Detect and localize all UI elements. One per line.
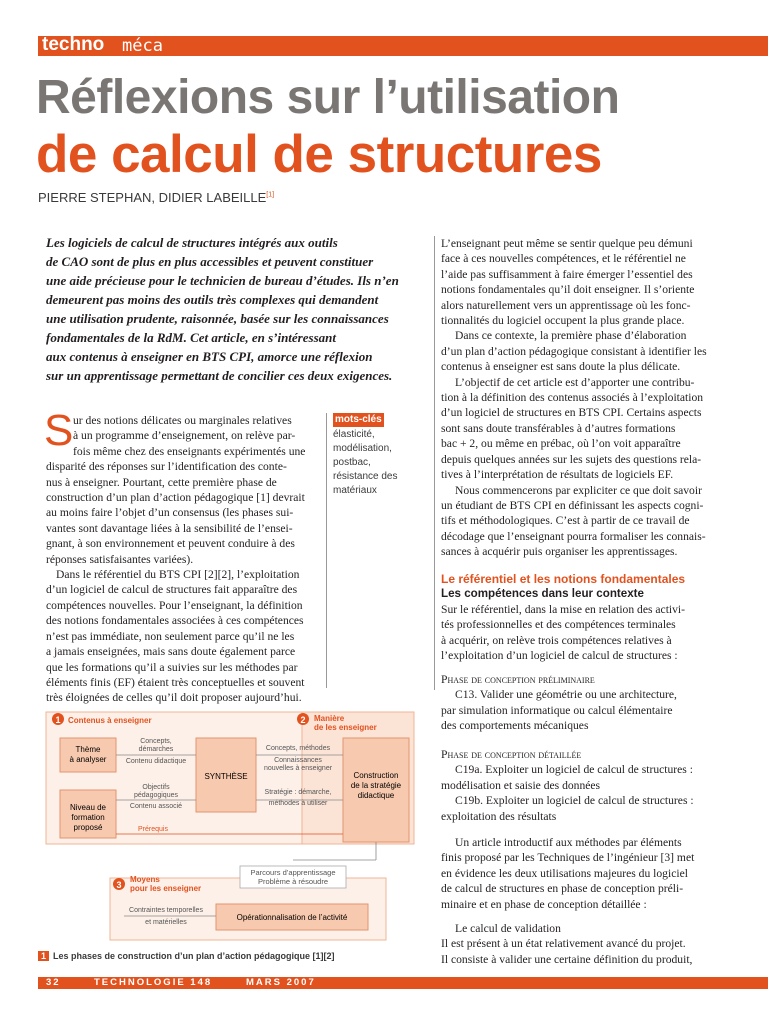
text-line: des notions fondamentales associées à ces compétences	[46, 614, 304, 628]
text-line: tés professionnelles et des compétences terminales	[441, 618, 676, 632]
text-line: compétences nouvelles. Pour l’enseignant, la définition	[46, 598, 303, 612]
column-divider	[434, 236, 435, 690]
text-line: tifs et méthodologiques. C’est à partir de ce travail de	[441, 514, 690, 528]
phase-preliminaire	[441, 672, 677, 734]
text-line: construction d’un plan d’action pédagogique [1] devrait	[46, 491, 305, 505]
text-line: a jamais enseignées, mais sans doute également parce	[46, 645, 296, 659]
phase-heading: Phase de conception préliminaire	[441, 673, 595, 686]
text-line: en évidence les deux utilisations majeures du logiciel	[441, 866, 688, 880]
parcours-label: Problème à résoudre	[257, 877, 329, 886]
section-subtitle: Les compétences dans leur contexte	[441, 587, 644, 600]
niveau-label: formation	[71, 813, 105, 822]
parcours-label: Parcours d’apprentissage	[250, 868, 336, 877]
phase-heading: Phase de conception détaillée	[441, 748, 582, 761]
intro-line: aux contenus à enseigner en BTS CPI, amorce une réflexion	[46, 349, 373, 364]
keyword: postbac,	[333, 457, 371, 468]
section-label: techno	[42, 34, 105, 55]
keyword: résistance des	[333, 471, 398, 482]
validation-paragraph	[441, 921, 692, 967]
title-line-1: Réflexions sur l’utilisation	[36, 71, 620, 124]
text-line: d’un logiciel de calcul de structures fait apparaître des	[46, 583, 298, 597]
right-column-text-2	[441, 602, 685, 664]
text-line: décodage que l’enseignant pourra formaliser les connais-	[441, 529, 706, 543]
operationnalisation-label: Opérationnalisation de l’activité	[236, 913, 348, 922]
authors	[38, 190, 274, 205]
text-line: minaire et en phase de conception détaillée :	[441, 897, 647, 911]
intro-paragraph	[46, 233, 430, 385]
flow-label: Connaissances	[274, 757, 322, 764]
magazine-name: TECHNOLOGIE 148	[94, 977, 213, 988]
text-line: tion à la définition des contenus associés à l’exploitation	[441, 391, 704, 405]
text-line: C13. Valider une géométrie ou une architecture,	[455, 688, 677, 702]
text-line: des comportements mécaniques	[441, 719, 589, 733]
figure-caption	[38, 951, 335, 961]
box2-title-line: de les enseigner	[314, 723, 377, 732]
text-line: n’est pas immédiate, non seulement parce qu’il ne les	[46, 629, 295, 643]
text-line: réponses satisfaisantes variées).	[46, 552, 194, 566]
text-line: Sur le référentiel, dans la mise en relation des activi-	[441, 603, 686, 616]
text-line: C19a. Exploiter un logiciel de calcul de structures :	[455, 763, 693, 777]
box1-number: 1	[55, 715, 61, 725]
text-line: au moins faire l’objet d’un consensus (les phases sui-	[46, 506, 294, 520]
keyword: modélisation,	[333, 443, 392, 454]
box1-title: Contenus à enseigner	[68, 716, 152, 725]
niveau-label: Niveau de	[69, 803, 107, 812]
text-line: ur des notions délicates ou marginales relatives	[73, 414, 292, 427]
text-line: d’un plan d’action pédagogique consistant à identifier les	[441, 344, 707, 358]
text-line: sont sans doute transférables à d’autres formations	[441, 421, 676, 435]
box3-title-line: pour les enseigner	[130, 884, 202, 893]
text-line: finis proposé par les Techniques de l’ingénieur [3] met	[441, 851, 695, 865]
figure-diagram	[38, 708, 430, 948]
intro-line: de CAO sont de plus en plus accessibles et peuvent constituer	[46, 254, 374, 269]
diagram-svg	[38, 708, 430, 948]
flow-label: Objectifs	[142, 784, 170, 791]
box2-title-line: Manière	[314, 714, 345, 723]
flow-label: Concepts, méthodes	[265, 745, 331, 752]
flow-label: Stratégie : démarche,	[264, 789, 332, 796]
text-line: gnant, à son environnement et peuvent conduire à des	[46, 537, 295, 551]
construction-label: de la stratégie	[350, 781, 402, 790]
intro-line: sur un apprentissage permettant de concilier ces deux exigences.	[46, 368, 393, 383]
text-line: Dans le référentiel du BTS CPI [2][2], l’exploitation	[56, 568, 300, 582]
theme-label: Thème	[75, 745, 101, 754]
flow-label: et matérielles	[145, 919, 187, 926]
flow-label: Contenu didactique	[125, 758, 187, 765]
text-line: éléments finis (EF) étaient très conceptuelles et souvent	[46, 675, 305, 689]
niveau-label: proposé	[73, 823, 103, 832]
intro-line: une utilisation prudente, raisonnée, basée sur les connaissances	[46, 311, 389, 326]
page-number: 32	[46, 977, 61, 988]
author-note: [1]	[266, 191, 275, 199]
article-paragraph	[441, 835, 694, 912]
construction-label: Construction	[353, 771, 399, 780]
intro-line: fondamentales de la RdM. Cet article, en s’intéressant	[46, 330, 336, 345]
phase-detaillee	[441, 747, 694, 824]
text-line: contenus à enseigner est sans doute la plus délicate.	[441, 360, 681, 374]
text-line: sances à acquérir puis organiser les apprentissages.	[441, 545, 678, 559]
text-line: Nous commencerons par expliciter ce que doit savoir	[455, 483, 702, 497]
text-line: modélisation et saisie des données	[441, 778, 601, 792]
flow-label: méthodes à utiliser	[268, 800, 328, 807]
keywords-heading: mots-clés	[335, 414, 382, 425]
text-line: L’enseignant peut même se sentir quelque peu démuni	[441, 237, 693, 250]
flow-label: démarches	[138, 746, 174, 753]
text-line: que les formations qu’il a suivies sur les méthodes par	[46, 660, 298, 674]
text-line: par simulation informatique ou calcul élémentaire	[441, 703, 673, 717]
validation-heading: Le calcul de validation	[455, 922, 561, 935]
synthese-label: SYNTHÈSE	[204, 772, 248, 781]
keyword: matériaux	[333, 485, 377, 496]
text-line: C19b. Exploiter un logiciel de calcul de structures :	[455, 794, 694, 808]
text-line: exploitation des résultats	[441, 809, 557, 823]
keywords-divider	[326, 413, 327, 688]
author-names: PIERRE STEPHAN, DIDIER LABEILLE	[38, 190, 267, 205]
construction-label: didactique	[357, 791, 395, 800]
drop-cap: S	[44, 406, 74, 455]
text-line: face à ces nouvelles compétences, et le référentiel ne	[441, 252, 686, 266]
text-line: vantes sont davantage liées à la sensibilité de l’ensei-	[46, 521, 293, 535]
caption-number: 1	[38, 951, 49, 961]
text-line: à acquérir, on relève trois compétences relatives à	[441, 633, 672, 647]
text-line: Il consiste à valider une certaine définition du produit,	[441, 952, 693, 966]
intro-line: une aide précieuse pour le technicien de bureau d’études. Ils n’en	[46, 273, 399, 288]
text-line: tionnalités du logiciel occupent la plus grande place.	[441, 314, 685, 328]
text-line: disparité des réponses sur l’identification des conte-	[46, 460, 287, 474]
footer-bar	[38, 977, 768, 989]
text-line: l’exploitation d’un logiciel de calcul de structures :	[441, 649, 678, 663]
text-line: fois même chez des enseignants expérimentés une	[73, 444, 306, 458]
title-line-2: de calcul de structures	[36, 125, 602, 184]
right-column-text	[441, 236, 707, 560]
text-line: un étudiant de BTS CPI en définissant les aspects cogni-	[441, 498, 704, 512]
text-line: alors naturellement vers un apprentissage où les fonc-	[441, 298, 691, 312]
left-column-text	[46, 413, 305, 706]
text-line: Dans ce contexte, la première phase d’élaboration	[455, 329, 687, 343]
text-line: L’objectif de cet article est d’apporter une contribu-	[455, 375, 695, 389]
intro-line: Les logiciels de calcul de structures intégrés aux outils	[46, 235, 338, 250]
flow-label: Prérequis	[138, 826, 168, 833]
text-line: Il est présent à un état relativement avancé du projet.	[441, 937, 686, 951]
construction-box	[343, 738, 409, 842]
text-line: d’un logiciel de structures en BTS CPI. Certains aspects	[441, 406, 702, 420]
text-line: Un article introductif aux méthodes par éléments	[455, 836, 682, 849]
text-line: nus à enseigner. Pourtant, cette première phase de	[46, 475, 277, 489]
subsection-label: méca	[122, 36, 163, 56]
flow-label: pédagogiques	[134, 792, 178, 799]
text-line: à un programme d’enseignement, on relève par-	[73, 429, 296, 443]
box2-number: 2	[300, 715, 306, 725]
text-line: l’aide pas suffisamment à faire émerger l’essentiel des	[441, 267, 693, 281]
flow-label: Contraintes temporelles	[129, 907, 203, 914]
text-line: de calcul de structures en phase de conception préli-	[441, 882, 684, 896]
theme-label: à analyser	[69, 755, 107, 764]
text-line: bac + 2, ou même en prébac, où l’on voit apparaître	[441, 437, 681, 451]
flow-label: Concepts,	[140, 738, 172, 745]
flow-label: Contenu associé	[129, 803, 183, 810]
flow-label: nouvelles à enseigner	[263, 765, 333, 772]
text-line: très éloignées de celles qu’il doit proposer aujourd’hui.	[46, 691, 302, 705]
intro-line: demeurent pas moins des outils très complexes qui demandent	[46, 292, 379, 307]
caption-text: Les phases de construction d’un plan d’action pédagogique [1][2]	[53, 951, 335, 961]
section-header-bar	[38, 36, 768, 56]
keywords-box	[333, 413, 397, 498]
keyword: élasticité,	[333, 429, 375, 440]
text-line: notions fondamentales qu’il doit enseigner. Il s’oriente	[441, 283, 695, 297]
issue-date: MARS 2007	[246, 977, 316, 988]
box3-title-line: Moyens	[130, 875, 160, 884]
section-title: Le référentiel et les notions fondamentales	[441, 572, 686, 586]
text-line: tives à l’interprétation de résultats de logiciels EF.	[441, 468, 674, 482]
box3-number: 3	[116, 880, 122, 890]
text-line: depuis quelques années sur les sujets des questions rela-	[441, 452, 702, 466]
